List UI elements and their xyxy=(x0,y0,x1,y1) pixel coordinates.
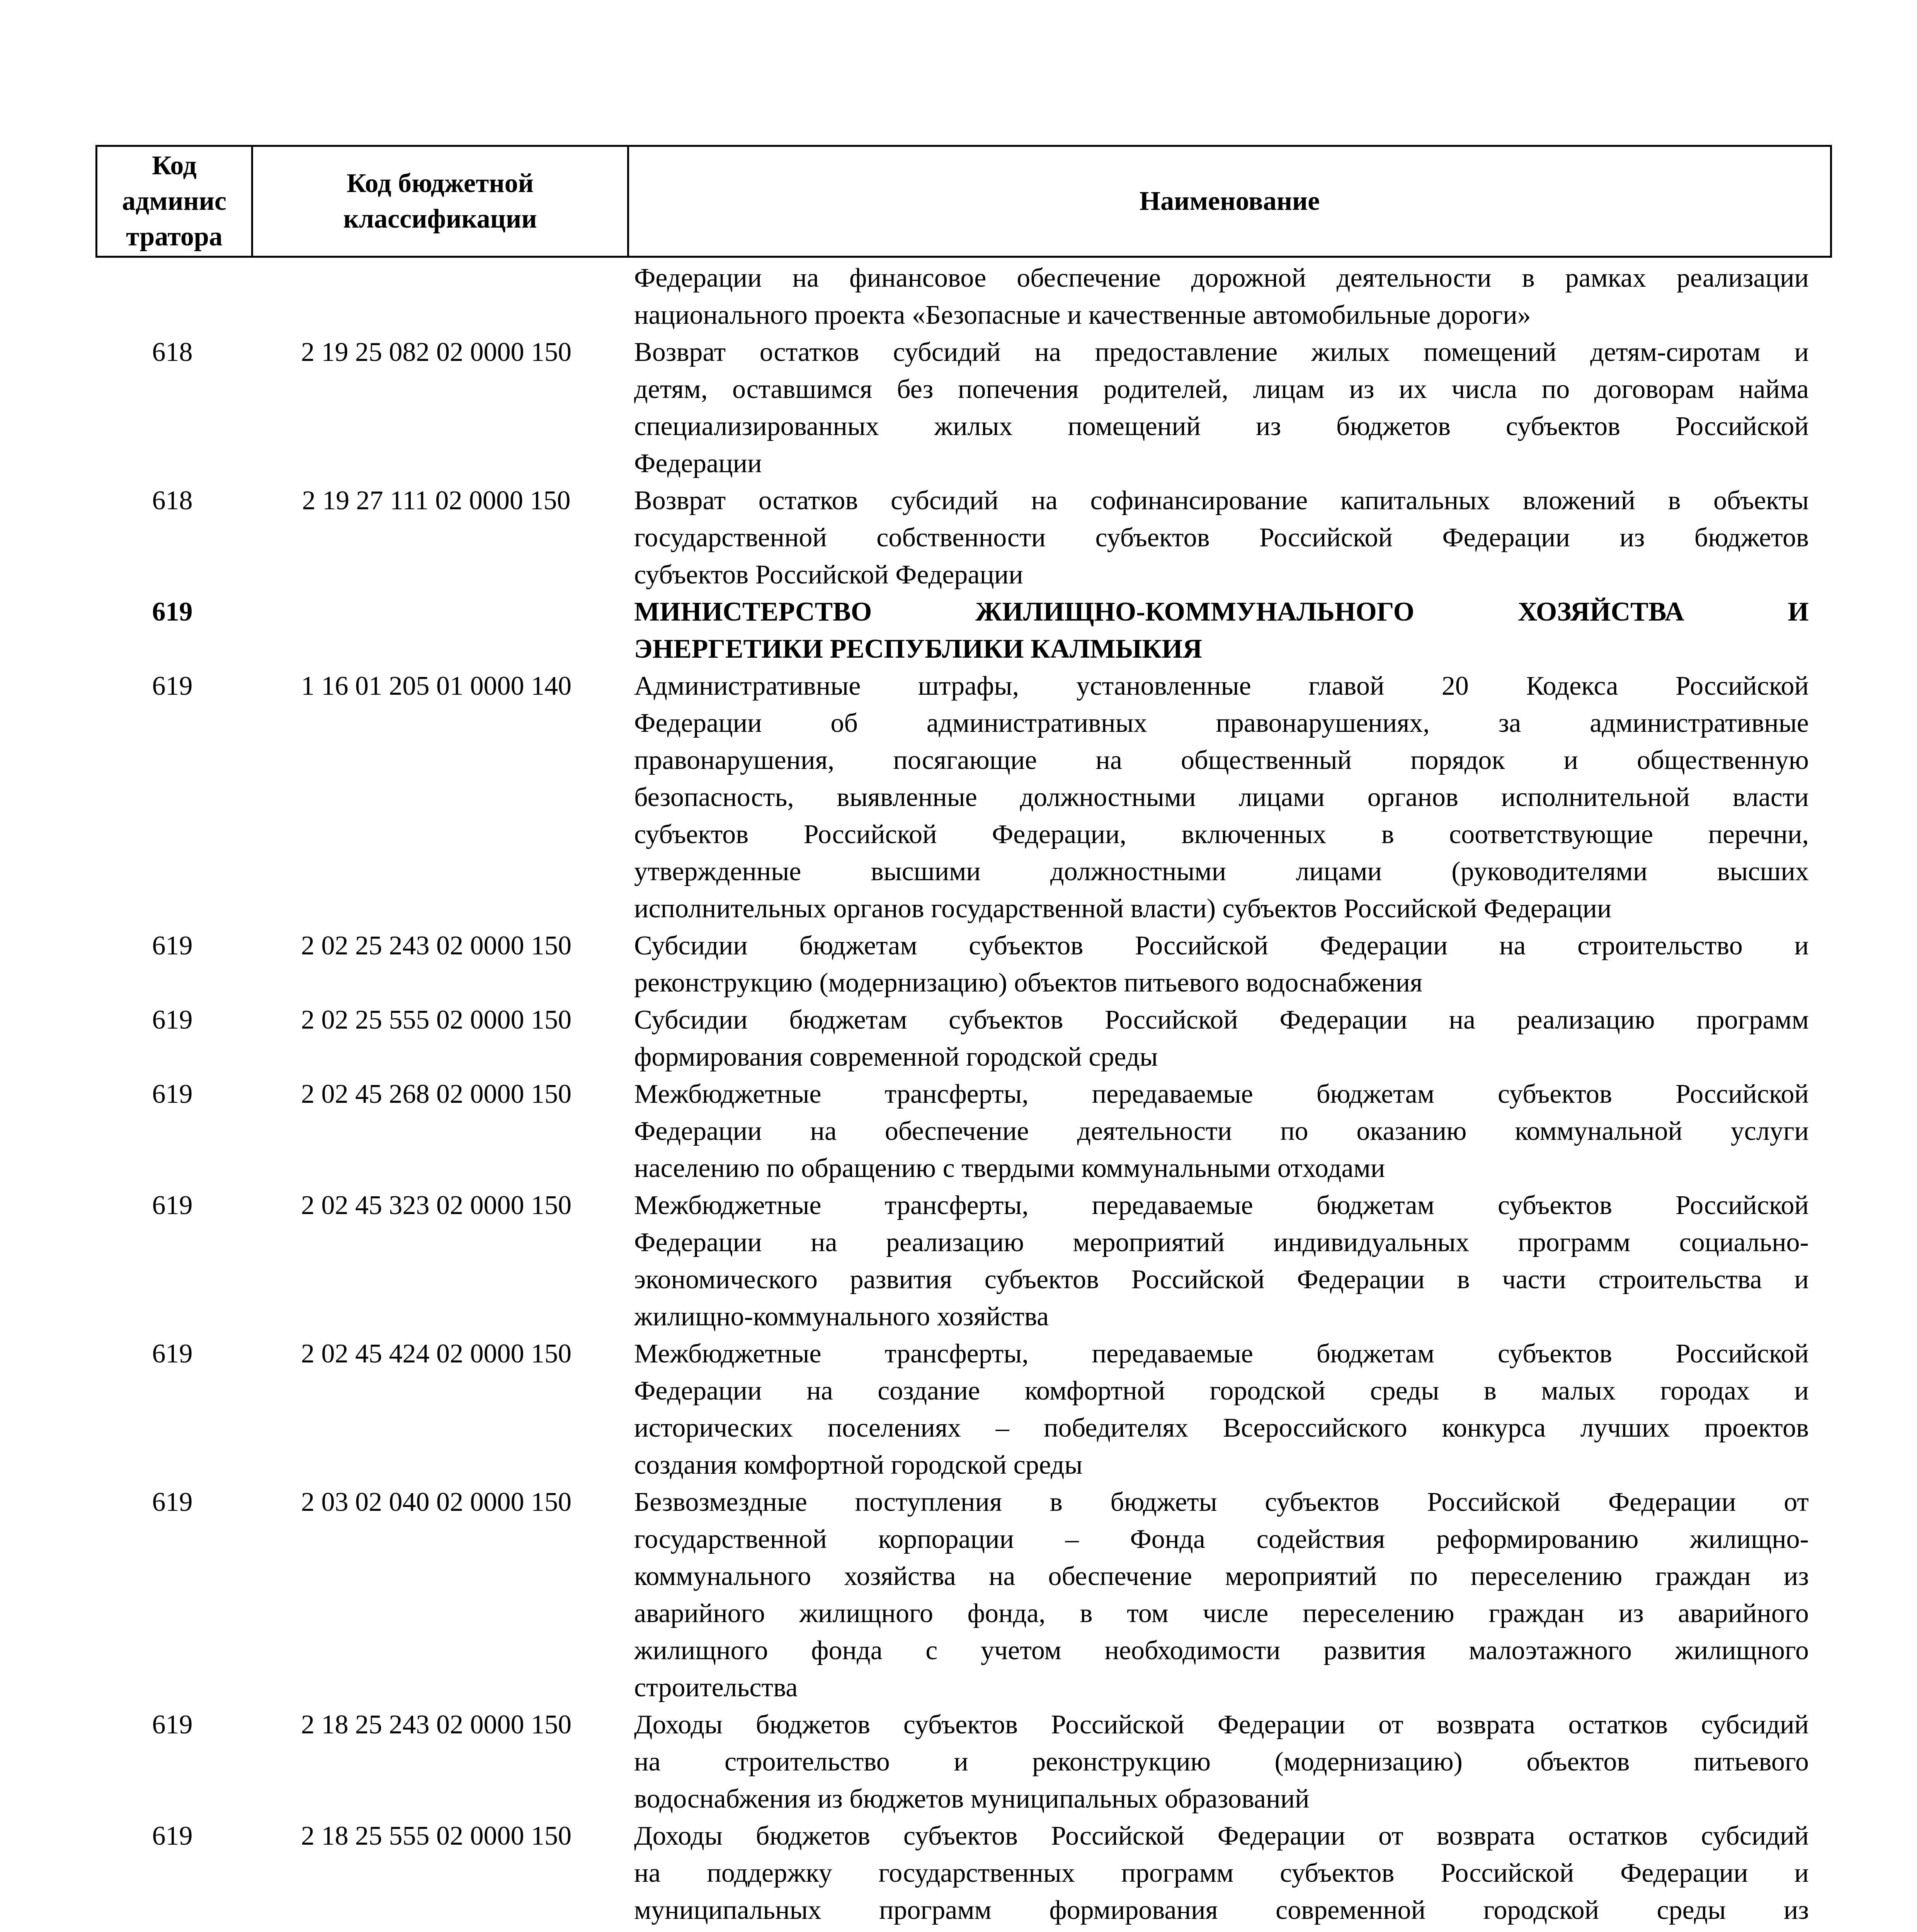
name-line: водоснабжения из бюджетов муниципальных образований xyxy=(634,1784,1310,1814)
name-line: Федерации на финансовое обеспечение дорожной деятельности в рамках реализации xyxy=(634,263,1809,293)
name-line: исторических поселениях – победителях Всероссийского конкурса лучших проектов xyxy=(634,1413,1809,1443)
budget-code-cell: 2 19 25 082 02 0000 150 xyxy=(301,337,572,367)
budget-code-cell xyxy=(249,260,623,334)
name-line xyxy=(634,1929,1809,1932)
name-cell xyxy=(634,1484,1809,1706)
name-line: Возврат остатков субсидий на предоставление жилых помещений детям-сиротам и xyxy=(634,337,1809,367)
budget-code-cell: 1 16 01 205 01 0000 140 xyxy=(301,671,572,701)
name-cell xyxy=(634,260,1809,334)
name-line: Федерации на реализацию мероприятий индивидуальных программ социально- xyxy=(634,1228,1809,1257)
section-heading-row xyxy=(95,594,1832,668)
admin-code-cell: 619 xyxy=(152,1005,193,1035)
admin-code-cell: 619 xyxy=(152,1079,193,1109)
budget-code-cell: 2 03 02 040 02 0000 150 xyxy=(301,1487,572,1517)
name-line: детям, оставшимся без попечения родителей, лицам из их числа по договорам найма xyxy=(634,374,1809,404)
name-line: на строительство и реконструкцию (модернизацию) объектов питьевого xyxy=(634,1747,1809,1777)
name-line: Федерации об административных правонарушениях, за административные xyxy=(634,708,1809,738)
name-line: национального проекта «Безопасные и качественные автомобильные дороги» xyxy=(634,300,1531,330)
name-line: жилищно-коммунального хозяйства xyxy=(634,1302,1049,1332)
admin-code-cell: 619 xyxy=(152,1339,193,1369)
name-line: аварийного жилищного фонда, в том числе переселению граждан из аварийного xyxy=(634,1599,1809,1628)
name-cell xyxy=(634,668,1809,927)
header-name: Наименование xyxy=(628,146,1831,257)
name-line: реконструкцию (модернизацию) объектов питьевого водоснабжения xyxy=(634,968,1423,998)
name-cell xyxy=(634,1187,1809,1335)
name-line: создания комфортной городской среды xyxy=(634,1450,1083,1480)
name-cell xyxy=(634,1706,1809,1818)
table-row xyxy=(95,482,1832,594)
name-line: безопасность, выявленные должностными лицами органов исполнительной власти xyxy=(634,782,1809,812)
name-line: Административные штрафы, установленные главой 20 Кодекса Российской xyxy=(634,671,1809,701)
name-cell xyxy=(634,482,1809,594)
admin-code-cell: 619 xyxy=(152,1821,193,1851)
table-row xyxy=(95,1335,1832,1484)
table-row xyxy=(95,334,1832,482)
admin-code-cell: 619 xyxy=(152,931,193,961)
budget-code-cell: 2 02 25 555 02 0000 150 xyxy=(301,1005,572,1035)
name-line: жилищного фонда с учетом необходимости развития малоэтажного жилищного xyxy=(634,1636,1809,1665)
name-line: экономического развития субъектов Российской Федерации в части строительства и xyxy=(634,1265,1809,1294)
budget-code-cell: 2 19 27 111 02 0000 150 xyxy=(302,486,571,515)
name-line: Федерации на обеспечение деятельности по оказанию коммунальной услуги xyxy=(634,1116,1809,1146)
admin-code-cell: 619 xyxy=(152,1487,193,1517)
admin-code-cell xyxy=(95,260,249,334)
name-line: специализированных жилых помещений из бюджетов субъектов Российской xyxy=(634,412,1809,441)
budget-code-cell: 2 02 25 243 02 0000 150 xyxy=(301,931,572,961)
name-line: населению по обращению с твердыми коммунальными отходами xyxy=(634,1153,1385,1183)
name-line: ЭНЕРГЕТИКИ РЕСПУБЛИКИ КАЛМЫКИЯ xyxy=(634,634,1203,664)
name-line: на поддержку государственных программ субъектов Российской Федерации и xyxy=(634,1858,1809,1888)
name-line: субъектов Российской Федерации, включенных в соответствующие перечни, xyxy=(634,820,1809,849)
name-cell xyxy=(634,594,1809,668)
name-line: Межбюджетные трансферты, передаваемые бюджетам субъектов Российской xyxy=(634,1190,1809,1220)
table-row xyxy=(95,927,1832,1002)
budget-code-cell: 2 02 45 424 02 0000 150 xyxy=(301,1339,572,1369)
table-row xyxy=(95,1076,1832,1187)
admin-code-cell: 619 xyxy=(152,671,193,701)
table-row xyxy=(95,260,1832,334)
table-row xyxy=(95,1002,1832,1076)
table-row xyxy=(95,1484,1832,1706)
name-cell xyxy=(634,1818,1809,1932)
name-line: Возврат остатков субсидий на софинансирование капитальных вложений в объекты xyxy=(634,486,1809,515)
name-line: МИНИСТЕРСТВО ЖИЛИЩНО-КОММУНАЛЬНОГО ХОЗЯЙСТВА И xyxy=(634,597,1809,627)
name-line: формирования современной городской среды xyxy=(634,1042,1158,1072)
name-line: Субсидии бюджетам субъектов Российской Федерации на строительство и xyxy=(634,931,1809,961)
admin-code-cell: 619 xyxy=(152,1710,193,1740)
admin-code-cell: 618 xyxy=(152,486,193,515)
name-line: Доходы бюджетов субъектов Российской Федерации от возврата остатков субсидий xyxy=(634,1710,1809,1740)
name-line: строительства xyxy=(634,1673,798,1702)
table-row xyxy=(95,668,1832,927)
table-row xyxy=(95,1818,1832,1932)
budget-code-cell: 2 02 45 268 02 0000 150 xyxy=(301,1079,572,1109)
name-line: коммунального хозяйства на обеспечение мероприятий по переселению граждан из xyxy=(634,1561,1809,1591)
table-row xyxy=(95,1187,1832,1335)
budget-code-cell: 2 02 45 323 02 0000 150 xyxy=(301,1190,572,1220)
name-cell xyxy=(634,1335,1809,1484)
name-line: Межбюджетные трансферты, передаваемые бюджетам субъектов Российской xyxy=(634,1079,1809,1109)
budget-code-cell xyxy=(249,594,623,668)
name-line: субъектов Российской Федерации xyxy=(634,560,1023,590)
header-admin-code: Код админис тратора xyxy=(97,146,252,257)
name-line: правонарушения, посягающие на общественный порядок и общественную xyxy=(634,745,1809,775)
budget-code-cell: 2 18 25 243 02 0000 150 xyxy=(301,1710,572,1740)
name-cell xyxy=(634,1002,1809,1076)
table-row xyxy=(95,1706,1832,1818)
header-budget-code: Код бюджетной классификации xyxy=(252,146,628,257)
name-line: Федерации на создание комфортной городской среды в малых городах и xyxy=(634,1376,1809,1406)
table-header xyxy=(95,145,1832,258)
name-line: Федерации xyxy=(634,449,762,478)
name-line: Доходы бюджетов субъектов Российской Федерации от возврата остатков субсидий xyxy=(634,1821,1809,1851)
name-cell xyxy=(634,334,1809,482)
admin-code-cell: 619 xyxy=(152,1190,193,1220)
name-line: исполнительных органов государственной власти) субъектов Российской Федерации xyxy=(634,894,1612,923)
admin-code-cell: 619 xyxy=(152,597,193,627)
name-line: Межбюджетные трансферты, передаваемые бюджетам субъектов Российской xyxy=(634,1339,1809,1369)
name-line: государственной корпорации – Фонда содействия реформированию жилищно- xyxy=(634,1524,1809,1554)
budget-code-cell: 2 18 25 555 02 0000 150 xyxy=(301,1821,572,1851)
name-cell xyxy=(634,1076,1809,1187)
name-cell xyxy=(634,927,1809,1002)
name-line: Безвозмездные поступления в бюджеты субъектов Российской Федерации от xyxy=(634,1487,1809,1517)
name-line: Субсидии бюджетам субъектов Российской Федерации на реализацию программ xyxy=(634,1005,1809,1035)
admin-code-cell: 618 xyxy=(152,337,193,367)
name-line: государственной собственности субъектов Российской Федерации из бюджетов xyxy=(634,523,1809,553)
name-line: муниципальных программ формирования современной городской среды из xyxy=(634,1895,1809,1925)
table-body xyxy=(95,260,1832,1932)
name-line: утвержденные высшими должностными лицами (руководителями высших xyxy=(634,857,1809,886)
